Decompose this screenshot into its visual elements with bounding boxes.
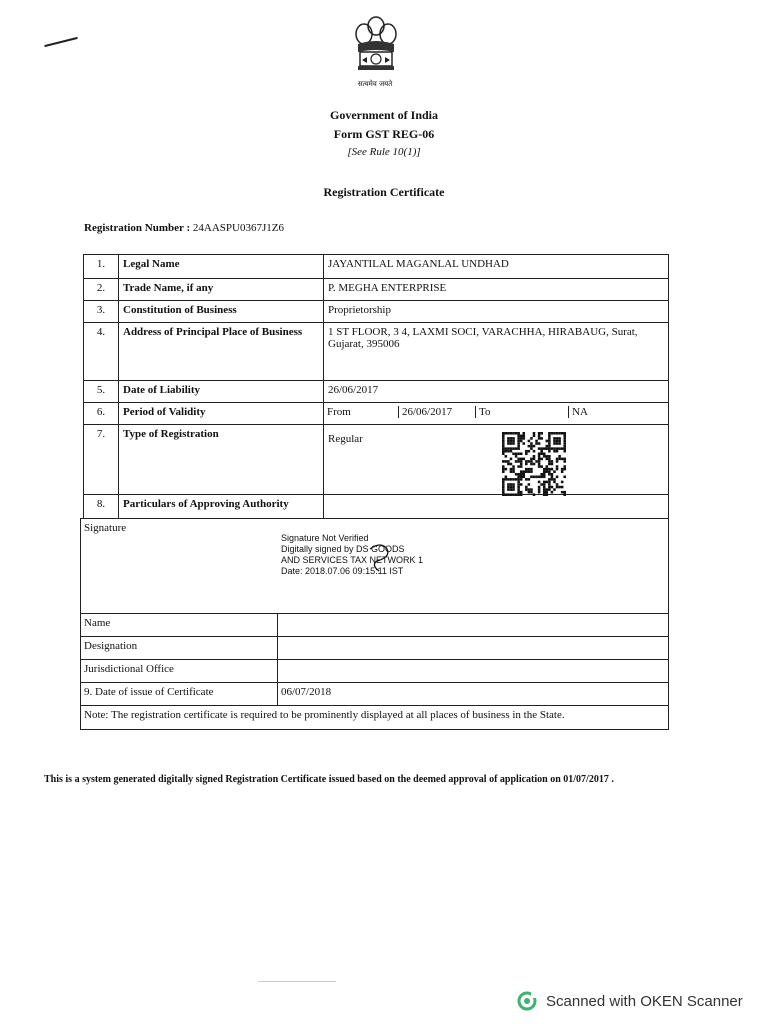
table-row [84, 381, 669, 403]
header-rule: [See Rule 10(1)] [347, 146, 421, 158]
scanner-logo-icon [516, 990, 538, 1012]
registration-number-value: 24AASPU0367J1Z6 [192, 222, 284, 234]
header-form-number: Form GST REG-06 [333, 127, 435, 141]
signature-cell [81, 519, 669, 614]
table-row [84, 301, 669, 323]
digital-signature-block [281, 533, 423, 577]
row-label: Legal Name [119, 255, 324, 279]
scanner-text: Scanned with OKEN Scanner [546, 992, 743, 1010]
signature-check-icon [367, 539, 393, 575]
row-label: Date of Liability [119, 381, 324, 403]
period-to-label: To [476, 406, 569, 418]
row-value: Proprietorship [324, 301, 669, 323]
row-label: Jurisdictional Office [81, 660, 278, 683]
qr-code [502, 432, 566, 496]
row-label: Period of Validity [119, 403, 324, 425]
row-number: 2. [84, 279, 119, 301]
table-row [84, 403, 669, 425]
header-government: Government of India [330, 108, 438, 122]
row-label: Designation [81, 637, 278, 660]
row-label: Particulars of Approving Authority [119, 495, 324, 519]
stray-pen-mark [44, 37, 77, 47]
table-row [81, 683, 669, 706]
row-number: 7. [84, 425, 119, 495]
signature-label: Signature [84, 522, 127, 534]
row-number: 6. [84, 403, 119, 425]
row-number: 5. [84, 381, 119, 403]
period-table [324, 406, 668, 418]
certificate-note: Note: The registration certificate is required to be prominently displayed at all places of business in the State. [81, 706, 669, 730]
row-value: JAYANTILAL MAGANLAL UNDHAD [324, 255, 669, 279]
table-row [84, 279, 669, 301]
table-row [84, 495, 669, 519]
row-value: Regular [324, 425, 669, 495]
row-value: P. MEGHA ENTERPRISE [324, 279, 669, 301]
row-label: Name [81, 614, 278, 637]
table-row [81, 637, 669, 660]
faint-divider [258, 981, 336, 982]
signature-signer-line: AND SERVICES TAX NETWORK 1 [281, 555, 424, 565]
table-row [81, 614, 669, 637]
row-value [278, 660, 669, 683]
row-label: Constitution of Business [119, 301, 324, 323]
period-to-date: NA [572, 406, 588, 418]
row-label: Trade Name, if any [119, 279, 324, 301]
table-row [84, 425, 669, 495]
signature-date: Date: 2018.07.06 09:15:11 IST [281, 566, 404, 576]
row-label: 9. Date of issue of Certificate [81, 683, 278, 706]
period-cell [324, 403, 669, 425]
period-from-date: 26/06/2017 [399, 406, 476, 418]
registration-number [84, 222, 284, 234]
signature-signer-line: Digitally signed by DS GOODS [281, 544, 405, 554]
period-from-label: From [324, 406, 399, 418]
row-value: 06/07/2018 [278, 683, 669, 706]
note-row [81, 706, 669, 730]
row-number: 3. [84, 301, 119, 323]
table-row [84, 323, 669, 381]
header-certificate-title: Registration Certificate [323, 185, 445, 199]
row-number: 1. [84, 255, 119, 279]
row-value [278, 614, 669, 637]
row-label: Address of Principal Place of Business [119, 323, 324, 381]
emblem-motto: सत्यमेव जयते [357, 80, 393, 88]
authority-table [80, 518, 669, 730]
table-row [81, 660, 669, 683]
scanner-watermark [516, 990, 743, 1012]
signature-row [81, 519, 669, 614]
row-value: 26/06/2017 [324, 381, 669, 403]
row-value [278, 637, 669, 660]
registration-number-label: Registration Number : [84, 222, 191, 234]
signature-status: Signature Not Verified [281, 533, 369, 543]
row-value [324, 495, 669, 519]
system-generated-note: This is a system generated digitally signed Registration Certificate issued based on the deemed approval of application on 01/07/2017 . [44, 774, 614, 785]
row-number: 8. [84, 495, 119, 519]
row-value: 1 ST FLOOR, 3 4, LAXMI SOCI, VARACHHA, HIRABAUG, Surat, Gujarat, 395006 [324, 323, 669, 381]
registration-details-table [83, 254, 669, 519]
table-row [84, 255, 669, 279]
row-label: Type of Registration [119, 425, 324, 495]
row-number: 4. [84, 323, 119, 381]
